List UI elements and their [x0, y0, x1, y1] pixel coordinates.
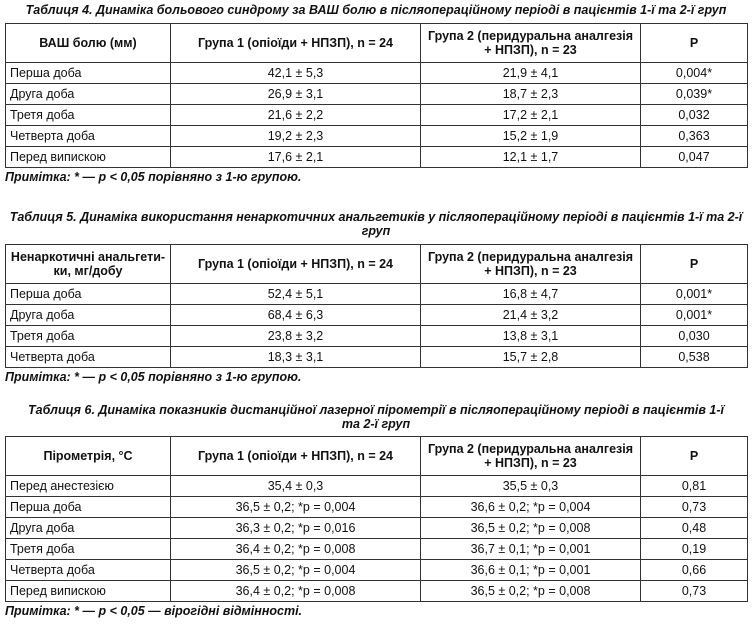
group1-value: 18,3 ± 3,1 [171, 347, 421, 368]
group2-value: 36,6 ± 0,1; *р = 0,001 [421, 560, 641, 581]
row-label: Перед випискою [6, 581, 171, 602]
group1-value: 42,1 ± 5,3 [171, 63, 421, 84]
table5-caption: Таблиця 5. Динаміка використання ненаркотичних анальгетиків у післяопераційному періоді в пацієнтів 1-ї та 2-ї груп [9, 210, 743, 238]
group1-value: 68,4 ± 6,3 [171, 305, 421, 326]
table-row [6, 539, 748, 560]
group2-value: 21,9 ± 4,1 [421, 63, 641, 84]
group2-value: 17,2 ± 2,1 [421, 105, 641, 126]
p-value: 0,48 [641, 518, 748, 539]
group2-value: 36,6 ± 0,2; *р = 0,004 [421, 497, 641, 518]
table-row [6, 560, 748, 581]
group2-value: 18,7 ± 2,3 [421, 84, 641, 105]
table4-header-metric: ВАШ болю (мм) [6, 24, 171, 63]
p-value: 0,363 [641, 126, 748, 147]
table6-caption: Таблиця 6. Динаміка показників дистанційної лазерної пірометрії в післяопераційному періоді в пацієнтів 1-ї та 2-ї груп [28, 403, 724, 431]
table6 [5, 436, 748, 602]
group2-value: 35,5 ± 0,3 [421, 476, 641, 497]
row-label: Третя доба [6, 326, 171, 347]
table-row [6, 347, 748, 368]
group1-value: 36,4 ± 0,2; *р = 0,008 [171, 581, 421, 602]
table5-header-group2: Група 2 (перидуральна аналгезія + НПЗП), n = 23 [421, 245, 641, 284]
table-row [6, 497, 748, 518]
group1-value: 19,2 ± 2,3 [171, 126, 421, 147]
table4-header-group2: Група 2 (перидуральна аналгезія + НПЗП), n = 23 [421, 24, 641, 63]
p-value: 0,039* [641, 84, 748, 105]
table6-header-group2: Група 2 (перидуральна аналгезія + НПЗП), n = 23 [421, 437, 641, 476]
group2-value: 16,8 ± 4,7 [421, 284, 641, 305]
table6-header-metric: Пірометрія, °С [6, 437, 171, 476]
p-value: 0,19 [641, 539, 748, 560]
table-row [6, 518, 748, 539]
table4-note: Примітка: * — р < 0,05 порівняно з 1-ю групою. [5, 170, 302, 184]
table6-note: Примітка: * — р < 0,05 — вірогідні відмінності. [5, 604, 303, 618]
group1-value: 21,6 ± 2,2 [171, 105, 421, 126]
row-label: Друга доба [6, 518, 171, 539]
table5-note: Примітка: * — р < 0,05 порівняно з 1-ю групою. [5, 370, 302, 384]
table4-header-group1: Група 1 (опіоїди + НПЗП), n = 24 [171, 24, 421, 63]
row-label: Перед випискою [6, 147, 171, 168]
group2-value: 21,4 ± 3,2 [421, 305, 641, 326]
row-label: Перша доба [6, 284, 171, 305]
table5-header-row [6, 245, 748, 284]
row-label: Четверта доба [6, 560, 171, 581]
row-label: Друга доба [6, 84, 171, 105]
row-label: Перша доба [6, 497, 171, 518]
group2-value: 36,5 ± 0,2; *р = 0,008 [421, 518, 641, 539]
table5-header-metric: Ненаркотичні анальгети-ки, мг/добу [6, 245, 171, 284]
table-row [6, 147, 748, 168]
table4-block [5, 3, 747, 184]
group2-value: 36,5 ± 0,2; *р = 0,008 [421, 581, 641, 602]
table-row [6, 105, 748, 126]
table-row [6, 284, 748, 305]
p-value: 0,81 [641, 476, 748, 497]
table6-block [5, 403, 747, 618]
p-value: 0,004* [641, 63, 748, 84]
group1-value: 23,8 ± 3,2 [171, 326, 421, 347]
table5-block [5, 210, 747, 384]
table-row [6, 63, 748, 84]
group1-value: 36,5 ± 0,2; *р = 0,004 [171, 497, 421, 518]
p-value: 0,538 [641, 347, 748, 368]
p-value: 0,001* [641, 305, 748, 326]
table6-header-row [6, 437, 748, 476]
group1-value: 17,6 ± 2,1 [171, 147, 421, 168]
group1-value: 26,9 ± 3,1 [171, 84, 421, 105]
row-label: Друга доба [6, 305, 171, 326]
group2-value: 13,8 ± 3,1 [421, 326, 641, 347]
group1-value: 35,4 ± 0,3 [171, 476, 421, 497]
table5-header-p: Р [641, 245, 748, 284]
table-row [6, 126, 748, 147]
table4-header-p: Р [641, 24, 748, 63]
group2-value: 36,7 ± 0,1; *р = 0,001 [421, 539, 641, 560]
table5-header-group1: Група 1 (опіоїди + НПЗП), n = 24 [171, 245, 421, 284]
table-row [6, 84, 748, 105]
row-label: Перед анестезією [6, 476, 171, 497]
row-label: Четверта доба [6, 126, 171, 147]
row-label: Четверта доба [6, 347, 171, 368]
table-row [6, 305, 748, 326]
p-value: 0,047 [641, 147, 748, 168]
table4-header-row [6, 24, 748, 63]
table6-header-p: Р [641, 437, 748, 476]
group2-value: 15,7 ± 2,8 [421, 347, 641, 368]
group1-value: 36,5 ± 0,2; *р = 0,004 [171, 560, 421, 581]
group2-value: 12,1 ± 1,7 [421, 147, 641, 168]
table-row [6, 476, 748, 497]
table6-header-group1: Група 1 (опіоїди + НПЗП), n = 24 [171, 437, 421, 476]
p-value: 0,030 [641, 326, 748, 347]
table4-caption: Таблиця 4. Динаміка больового синдрому за ВАШ болю в післяопераційному періоді в пацієнтів 1-ї та 2-ї груп [25, 3, 727, 17]
p-value: 0,73 [641, 581, 748, 602]
table-row [6, 581, 748, 602]
group1-value: 52,4 ± 5,1 [171, 284, 421, 305]
table-row [6, 326, 748, 347]
group2-value: 15,2 ± 1,9 [421, 126, 641, 147]
row-label: Перша доба [6, 63, 171, 84]
table4 [5, 23, 748, 168]
p-value: 0,66 [641, 560, 748, 581]
p-value: 0,001* [641, 284, 748, 305]
group1-value: 36,3 ± 0,2; *р = 0,016 [171, 518, 421, 539]
row-label: Третя доба [6, 105, 171, 126]
row-label: Третя доба [6, 539, 171, 560]
table5 [5, 244, 748, 368]
group1-value: 36,4 ± 0,2; *р = 0,008 [171, 539, 421, 560]
p-value: 0,032 [641, 105, 748, 126]
p-value: 0,73 [641, 497, 748, 518]
